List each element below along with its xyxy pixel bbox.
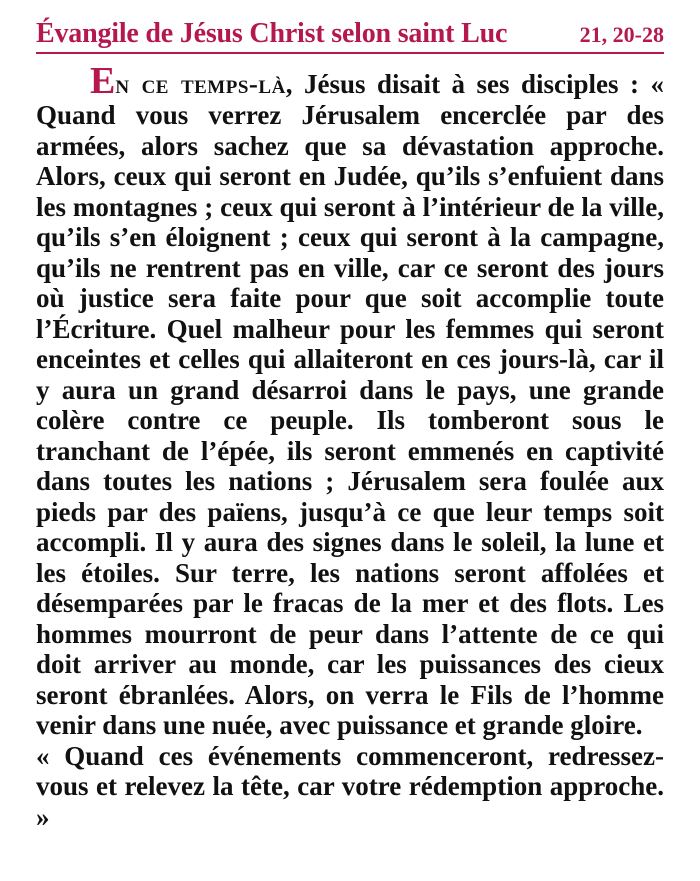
drop-cap: E [90, 60, 116, 102]
gospel-title: Évangile de Jésus Christ selon saint Luc [36, 18, 508, 49]
gospel-text [36, 62, 664, 832]
paragraph-1-text: , Jésus disait à ses disciples : « Quand vous verrez Jérusalem encerclée par des armées, alors sachez que sa dévastation approche. Alors, ceux qui seront en Judée, qu’ils s’enfuient dans les montagnes ; ceux qui seront à l’intérieur de la ville, qu’ils s’en éloignent ; ceux qui seront à la campagne, qu’ils ne rentrent pas en ville, car ce seront des jours où justice sera faite pour que soit accomplie toute l’Écriture. Quel malheur pour les femmes qui seront enceintes et celles qui allaiteront en ces jours-là, car il y aura un grand désarroi dans le pays, une grande colère contre ce peuple. Ils tomberont sous le tranchant de l’épée, ils seront emmenés en captivité dans toutes les nations ; Jérusalem sera foulée aux pieds par des païens, jusqu’à ce que leur temps soit accompli. Il y aura des signes dans le soleil, la lune et les étoiles. Sur terre, les nations seront affolées et désemparées par le fracas de la mer et des flots. Les hommes mourront de peur dans l’attente de ce qui doit arriver au monde, car les puissances des cieux seront ébranlées. Alors, on verra le Fils de l’homme venir dans une nuée, avec puissance et grande gloire. [36, 69, 665, 740]
paragraph-1 [36, 62, 664, 741]
verse-reference: 21, 20-28 [579, 22, 664, 47]
gospel-header [36, 14, 664, 54]
opening-small-caps: n ce temps-là [115, 69, 286, 99]
paragraph-2: « Quand ces événements commenceront, redressez-vous et relevez la tête, car votre rédemption approche. » [36, 740, 664, 832]
